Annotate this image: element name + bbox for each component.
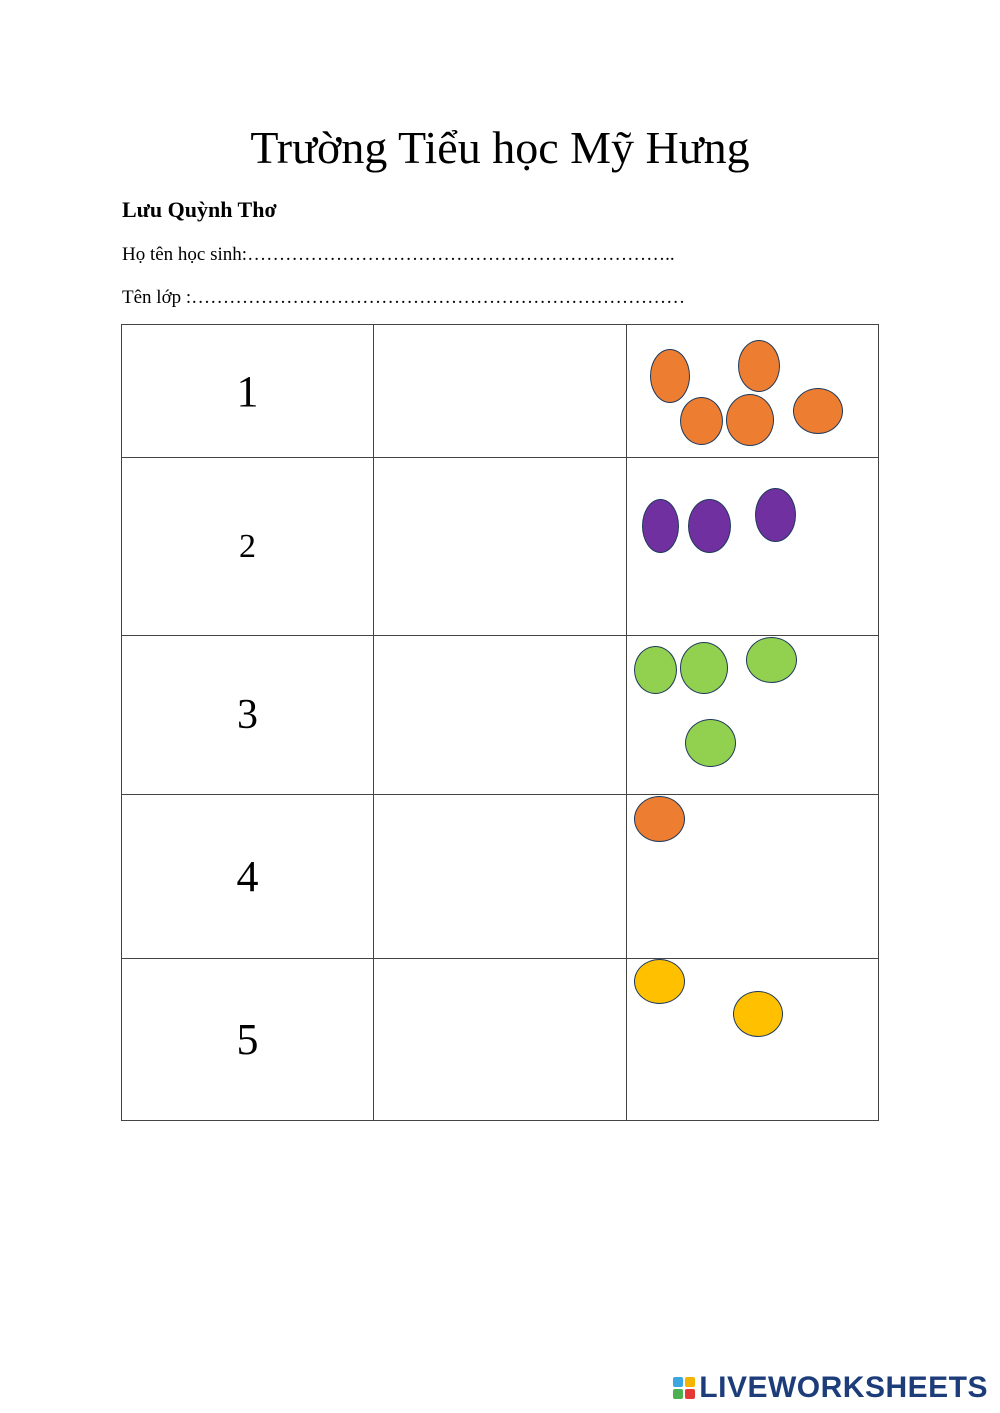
student-name-line: Họ tên học sinh:………………………………………………………….. bbox=[122, 244, 675, 265]
purple-dot bbox=[642, 499, 679, 553]
brand-text: LIVEWORKSHEETS bbox=[699, 1371, 988, 1404]
row-number: 4 bbox=[122, 795, 374, 958]
purple-dot bbox=[755, 488, 796, 542]
green-dot bbox=[746, 637, 797, 683]
row-number: 3 bbox=[122, 636, 374, 794]
answer-cell[interactable] bbox=[374, 959, 627, 1120]
answer-input[interactable] bbox=[374, 636, 630, 796]
liveworksheets-brand[interactable] bbox=[673, 1371, 988, 1405]
answer-input[interactable] bbox=[374, 959, 630, 1122]
green-dot bbox=[680, 642, 728, 694]
answer-cell[interactable] bbox=[374, 325, 627, 457]
orange-dot bbox=[738, 340, 780, 392]
orange-dot bbox=[726, 394, 774, 446]
dots-cell bbox=[627, 636, 878, 794]
orange-dot bbox=[650, 349, 690, 403]
green-dot bbox=[685, 719, 736, 767]
author-name: Lưu Quỳnh Thơ bbox=[122, 197, 277, 222]
dots-cell bbox=[627, 959, 878, 1120]
dots-cell bbox=[627, 325, 878, 457]
class-name-line: Tên lớp :…………………………………………………………………… bbox=[122, 287, 686, 308]
dots-cell bbox=[627, 458, 878, 635]
answer-input[interactable] bbox=[374, 325, 630, 459]
table-row bbox=[122, 325, 878, 458]
green-dot bbox=[634, 646, 677, 694]
matching-table bbox=[121, 324, 879, 1121]
row-number: 1 bbox=[122, 325, 374, 457]
answer-input[interactable] bbox=[374, 795, 630, 960]
table-row bbox=[122, 959, 878, 1120]
table-row bbox=[122, 795, 878, 959]
row-number: 5 bbox=[122, 959, 374, 1120]
orange-dot bbox=[634, 796, 685, 842]
liveworksheets-logo-icon bbox=[673, 1377, 695, 1399]
dots-cell bbox=[627, 795, 878, 958]
orange-dot bbox=[680, 397, 723, 445]
page-title: Trường Tiểu học Mỹ Hưng bbox=[250, 122, 750, 173]
answer-cell[interactable] bbox=[374, 458, 627, 635]
orange-dot bbox=[793, 388, 843, 434]
table-row bbox=[122, 636, 878, 795]
answer-cell[interactable] bbox=[374, 795, 627, 958]
purple-dot bbox=[688, 499, 731, 553]
table-row bbox=[122, 458, 878, 636]
row-number: 2 bbox=[122, 458, 374, 635]
yellow-dot bbox=[733, 991, 783, 1037]
answer-cell[interactable] bbox=[374, 636, 627, 794]
answer-input[interactable] bbox=[374, 458, 630, 637]
yellow-dot bbox=[634, 959, 685, 1004]
